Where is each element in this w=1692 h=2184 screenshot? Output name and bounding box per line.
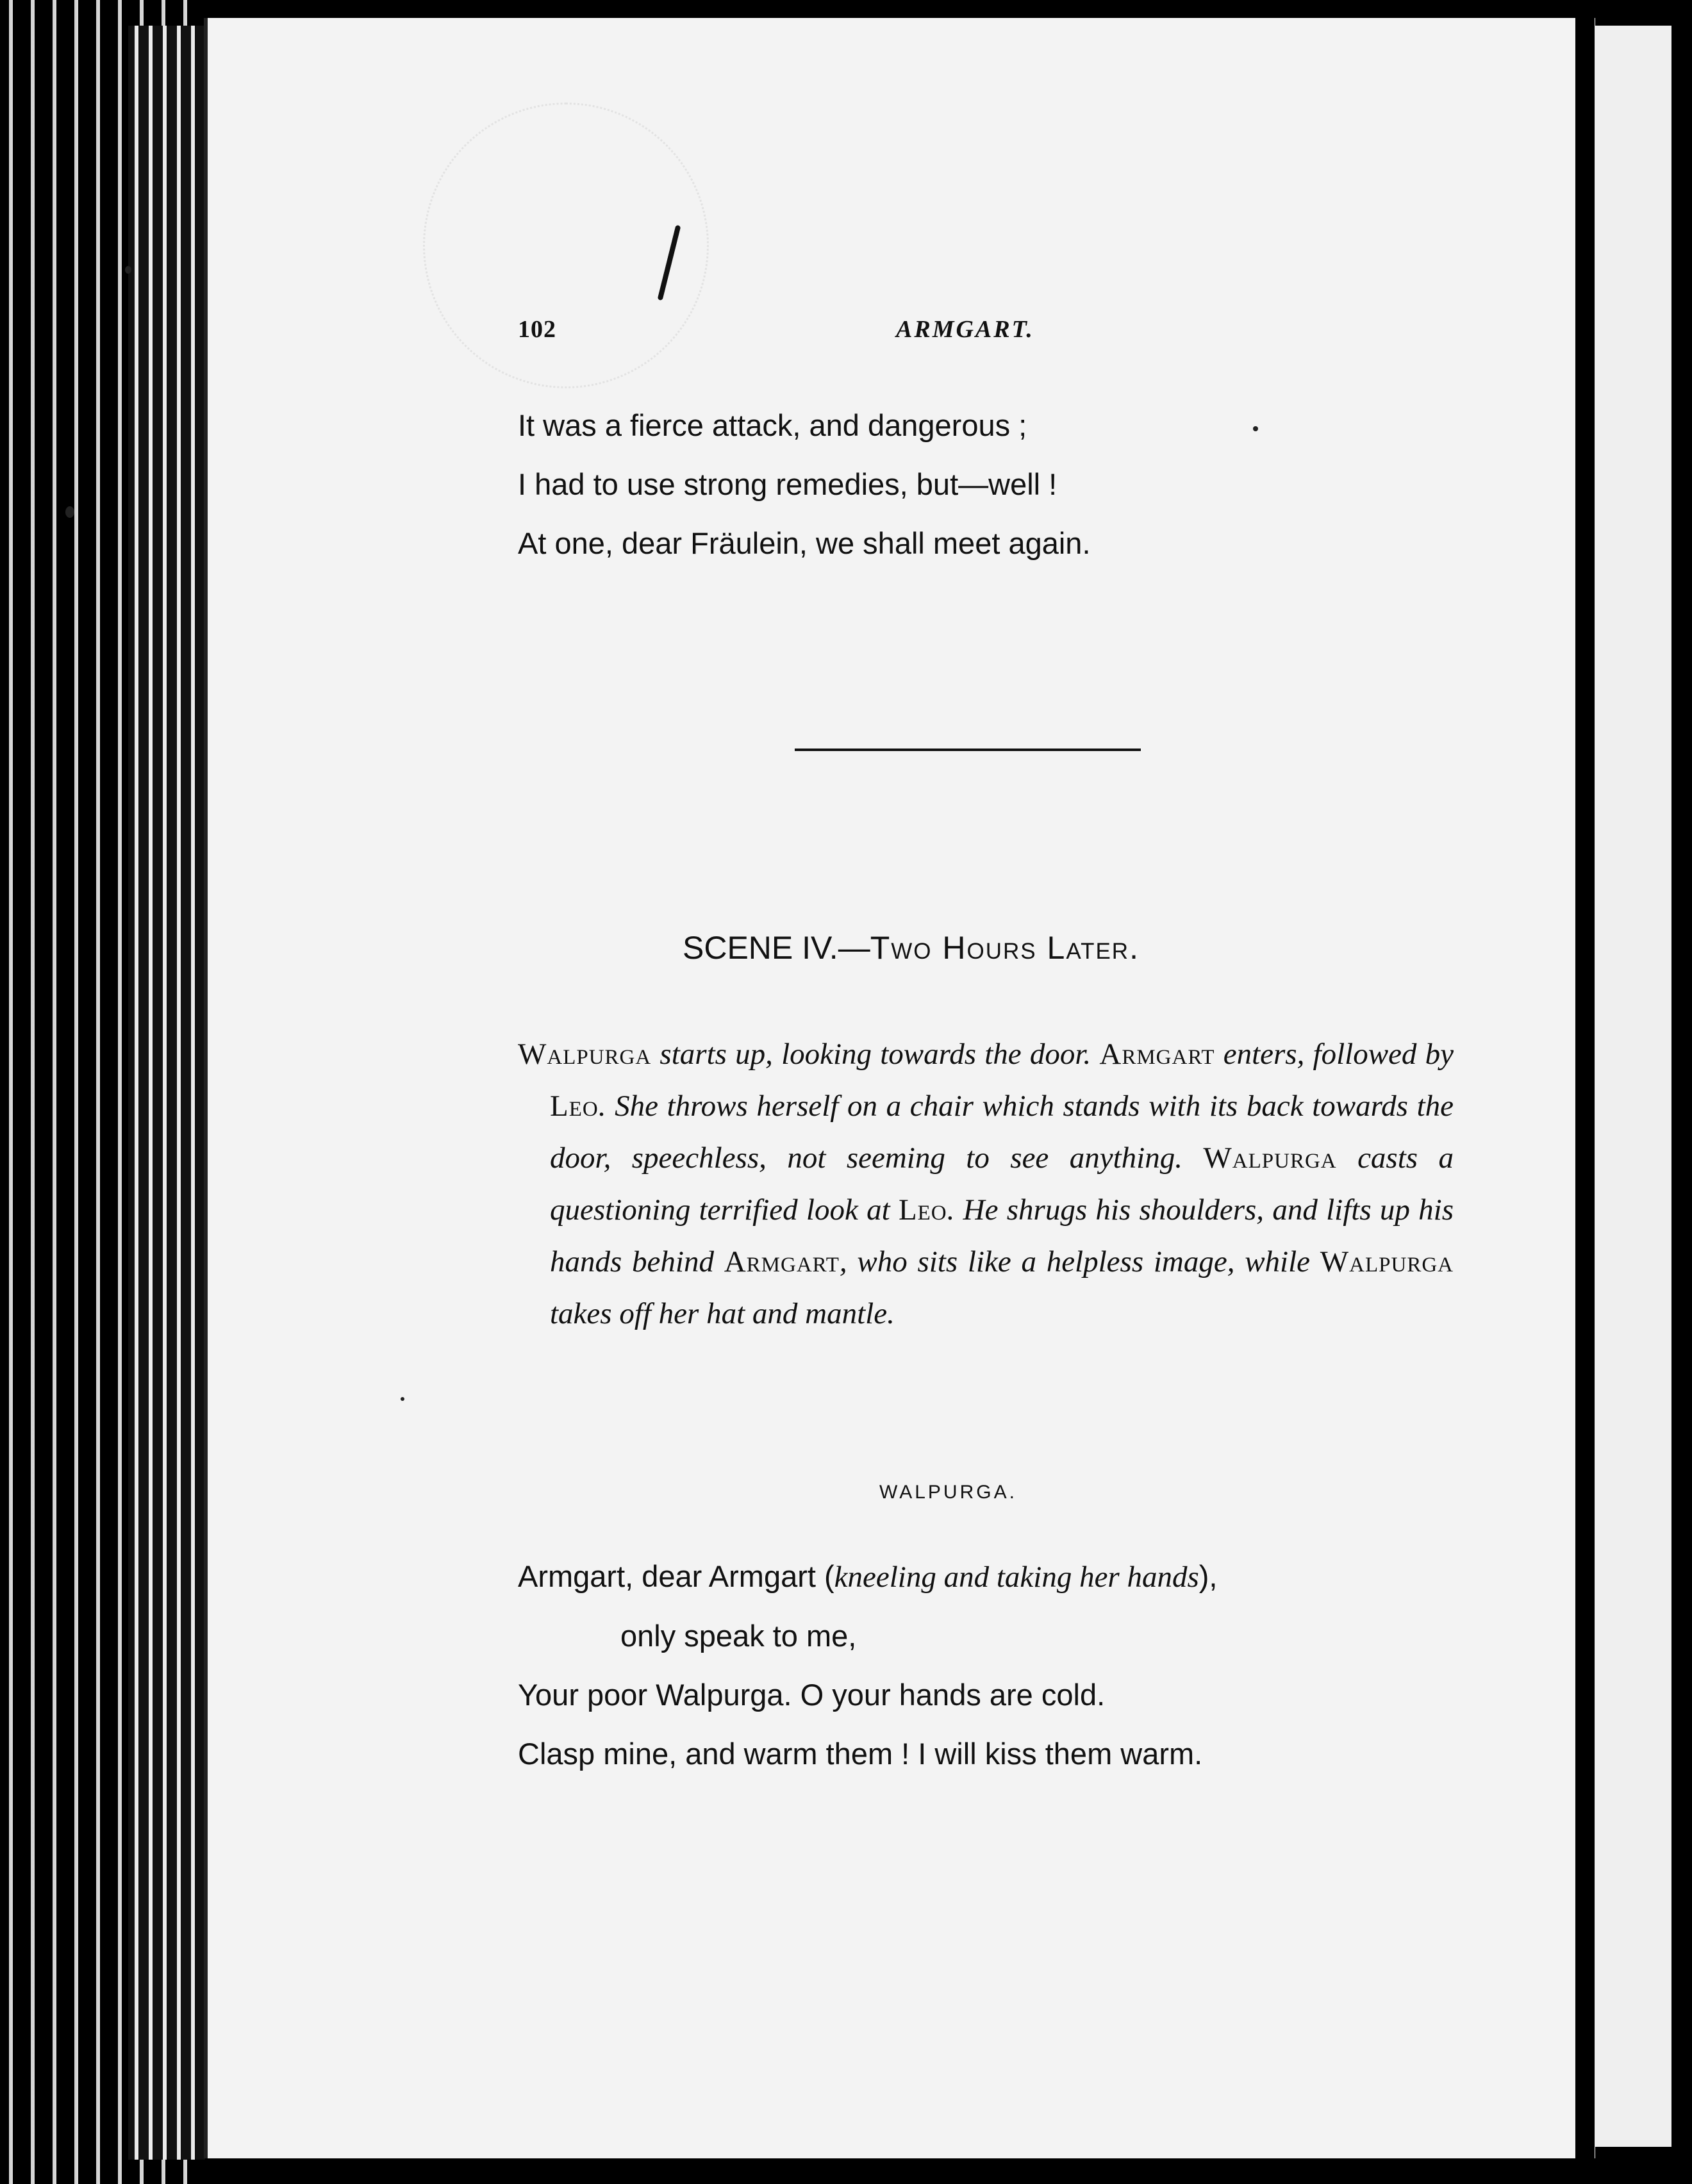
direction-text: , who sits like a helpless image, while — [839, 1245, 1320, 1278]
stage-direction — [518, 1029, 1454, 1340]
verse-line: only speak to me, — [620, 1619, 857, 1653]
page-header — [518, 315, 1383, 354]
speck — [65, 506, 74, 518]
verse-line — [518, 1547, 1217, 1607]
character-name: Walpurga — [1320, 1245, 1454, 1278]
scene-title: Two Hours Later. — [870, 930, 1140, 966]
gutter — [1575, 0, 1595, 2184]
direction-text: starts up, looking towards the door. — [651, 1038, 1100, 1071]
verse-line: Your poor Walpurga. O your hands are cold. — [518, 1678, 1106, 1712]
verse-block-2 — [518, 1547, 1217, 1783]
speaker-name: WALPURGA. — [879, 1482, 1017, 1503]
running-title: ARMGART. — [896, 316, 1034, 343]
verse-line: Clasp mine, and warm them ! I will kiss them warm. — [518, 1737, 1203, 1771]
verse-line: I had to use strong remedies, but—well ! — [518, 467, 1058, 501]
page-number: 102 — [518, 316, 556, 343]
speck — [125, 266, 131, 274]
verse-block-1 — [518, 396, 1091, 573]
verse-line: It was a fierce attack, and dangerous ; — [518, 408, 1027, 442]
character-name: Walpurga — [518, 1038, 652, 1071]
speck — [1253, 426, 1258, 431]
direction-text: casts a questioning terrified look at — [550, 1141, 1454, 1227]
direction-text: . She throws herself on a chair which stands with its back towards the door, speechless, not seeming to see anything. — [550, 1089, 1454, 1175]
character-name: Walpurga — [1203, 1141, 1337, 1175]
character-name: Armgart — [724, 1245, 840, 1278]
section-rule — [795, 749, 1141, 751]
direction-text: . He shrugs his shoulders, and lifts up his hands behind — [550, 1193, 1454, 1278]
character-name: Leo — [898, 1193, 947, 1227]
inline-direction: kneeling and taking her hands — [834, 1560, 1199, 1594]
page-edges — [128, 26, 205, 2160]
scene-heading — [683, 929, 1259, 966]
character-name: Armgart — [1099, 1038, 1215, 1071]
direction-text: takes off her hat and mantle. — [550, 1297, 895, 1330]
adjacent-page — [1595, 26, 1671, 2147]
verse-text: Armgart, dear Armgart ( — [518, 1559, 834, 1593]
scene-number: SCENE IV.— — [683, 930, 870, 966]
direction-text: enters, followed by — [1215, 1038, 1454, 1071]
verse-line: At one, dear Fräulein, we shall meet again. — [518, 526, 1091, 560]
speck — [401, 1397, 404, 1401]
verse-text: ), — [1198, 1559, 1218, 1593]
character-name: Leo — [550, 1089, 599, 1123]
